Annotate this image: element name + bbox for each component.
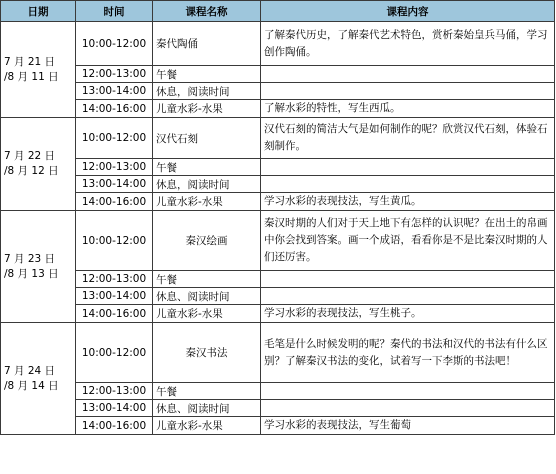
time-cell: 12:00-13:00 bbox=[76, 66, 153, 83]
table-row bbox=[1, 83, 555, 100]
date-line-1: 7 月 23 日 bbox=[4, 252, 56, 265]
table-row bbox=[1, 417, 555, 435]
content-cell bbox=[261, 66, 555, 83]
content-cell bbox=[261, 271, 555, 288]
date-cell bbox=[1, 211, 76, 323]
time-cell: 13:00-14:00 bbox=[76, 400, 153, 417]
date-line-2: /8 月 13 日 bbox=[4, 267, 59, 280]
content-cell bbox=[261, 383, 555, 400]
content-cell: 学习水彩的表现技法，写生黄瓜。 bbox=[261, 193, 555, 211]
content-cell bbox=[261, 288, 555, 305]
course-cell: 休息，阅读时间 bbox=[153, 83, 261, 100]
content-cell bbox=[261, 400, 555, 417]
course-cell: 午餐 bbox=[153, 159, 261, 176]
content-cell: 学习水彩的表现技法，写生桃子。 bbox=[261, 305, 555, 323]
date-line-2: /8 月 14 日 bbox=[4, 379, 59, 392]
time-cell: 14:00-16:00 bbox=[76, 193, 153, 211]
table-row bbox=[1, 288, 555, 305]
table-row bbox=[1, 211, 555, 271]
course-cell: 午餐 bbox=[153, 383, 261, 400]
content-cell: 秦汉时期的人们对于天上地下有怎样的认识呢？在出土的帛画中你会找到答案。画一个成语，看看你是不是比秦汉时期的人们还厉害。 bbox=[261, 211, 555, 271]
course-cell: 休息、阅读时间 bbox=[153, 400, 261, 417]
content-cell bbox=[261, 83, 555, 100]
course-cell: 汉代石刻 bbox=[153, 118, 261, 159]
course-cell: 秦汉绘画 bbox=[153, 211, 261, 271]
date-line-1: 7 月 24 日 bbox=[4, 364, 56, 377]
time-cell: 12:00-13:00 bbox=[76, 271, 153, 288]
time-cell: 14:00-16:00 bbox=[76, 417, 153, 435]
content-cell: 汉代石刻的简洁大气是如何制作的呢？欣赏汉代石刻，体验石刻制作。 bbox=[261, 118, 555, 159]
table-row bbox=[1, 400, 555, 417]
content-cell: 学习水彩的表现技法，写生葡萄 bbox=[261, 417, 555, 435]
course-cell: 儿童水彩-水果 bbox=[153, 417, 261, 435]
course-cell: 儿童水彩-水果 bbox=[153, 305, 261, 323]
time-cell: 14:00-16:00 bbox=[76, 100, 153, 118]
header-date: 日期 bbox=[1, 1, 76, 22]
date-line-2: /8 月 12 日 bbox=[4, 165, 59, 177]
content-cell bbox=[261, 176, 555, 193]
table-row bbox=[1, 305, 555, 323]
course-cell: 儿童水彩-水果 bbox=[153, 193, 261, 211]
course-cell: 休息、阅读时间 bbox=[153, 288, 261, 305]
date-cell bbox=[1, 323, 76, 435]
table-row bbox=[1, 271, 555, 288]
header-content: 课程内容 bbox=[261, 1, 555, 22]
date-cell bbox=[1, 118, 76, 211]
time-cell: 14:00-16:00 bbox=[76, 305, 153, 323]
table-row bbox=[1, 22, 555, 66]
table-row bbox=[1, 100, 555, 118]
time-cell: 10:00-12:00 bbox=[76, 22, 153, 66]
date-line-2: /8 月 11 日 bbox=[4, 70, 59, 83]
header-row bbox=[1, 1, 555, 22]
content-cell: 了解秦代历史，了解秦代艺术特色，赏析秦始皇兵马俑，学习创作陶俑。 bbox=[261, 22, 555, 66]
header-time: 时间 bbox=[76, 1, 153, 22]
course-cell: 儿童水彩-水果 bbox=[153, 100, 261, 118]
table-row bbox=[1, 159, 555, 176]
table-row bbox=[1, 323, 555, 383]
course-cell: 秦代陶俑 bbox=[153, 22, 261, 66]
time-cell: 13:00-14:00 bbox=[76, 83, 153, 100]
time-cell: 12:00-13:00 bbox=[76, 383, 153, 400]
time-cell: 10:00-12:00 bbox=[76, 118, 153, 159]
table-row bbox=[1, 193, 555, 211]
table-row bbox=[1, 383, 555, 400]
table-row bbox=[1, 118, 555, 159]
course-cell: 休息，阅读时间 bbox=[153, 176, 261, 193]
content-cell bbox=[261, 159, 555, 176]
header-course: 课程名称 bbox=[153, 1, 261, 22]
time-cell: 13:00-14:00 bbox=[76, 288, 153, 305]
time-cell: 10:00-12:00 bbox=[76, 211, 153, 271]
content-cell: 了解水彩的特性，写生西瓜。 bbox=[261, 100, 555, 118]
date-line-1: 7 月 22 日 bbox=[4, 150, 56, 162]
date-cell bbox=[1, 22, 76, 118]
time-cell: 10:00-12:00 bbox=[76, 323, 153, 383]
course-cell: 秦汉书法 bbox=[153, 323, 261, 383]
course-cell: 午餐 bbox=[153, 271, 261, 288]
time-cell: 12:00-13:00 bbox=[76, 159, 153, 176]
course-cell: 午餐 bbox=[153, 66, 261, 83]
content-cell: 毛笔是什么时候发明的呢？秦代的书法和汉代的书法有什么区别？了解秦汉书法的变化，试着写一下李斯的书法吧！ bbox=[261, 323, 555, 383]
time-cell: 13:00-14:00 bbox=[76, 176, 153, 193]
date-line-1: 7 月 21 日 bbox=[4, 55, 56, 68]
table-row bbox=[1, 176, 555, 193]
table-row bbox=[1, 66, 555, 83]
